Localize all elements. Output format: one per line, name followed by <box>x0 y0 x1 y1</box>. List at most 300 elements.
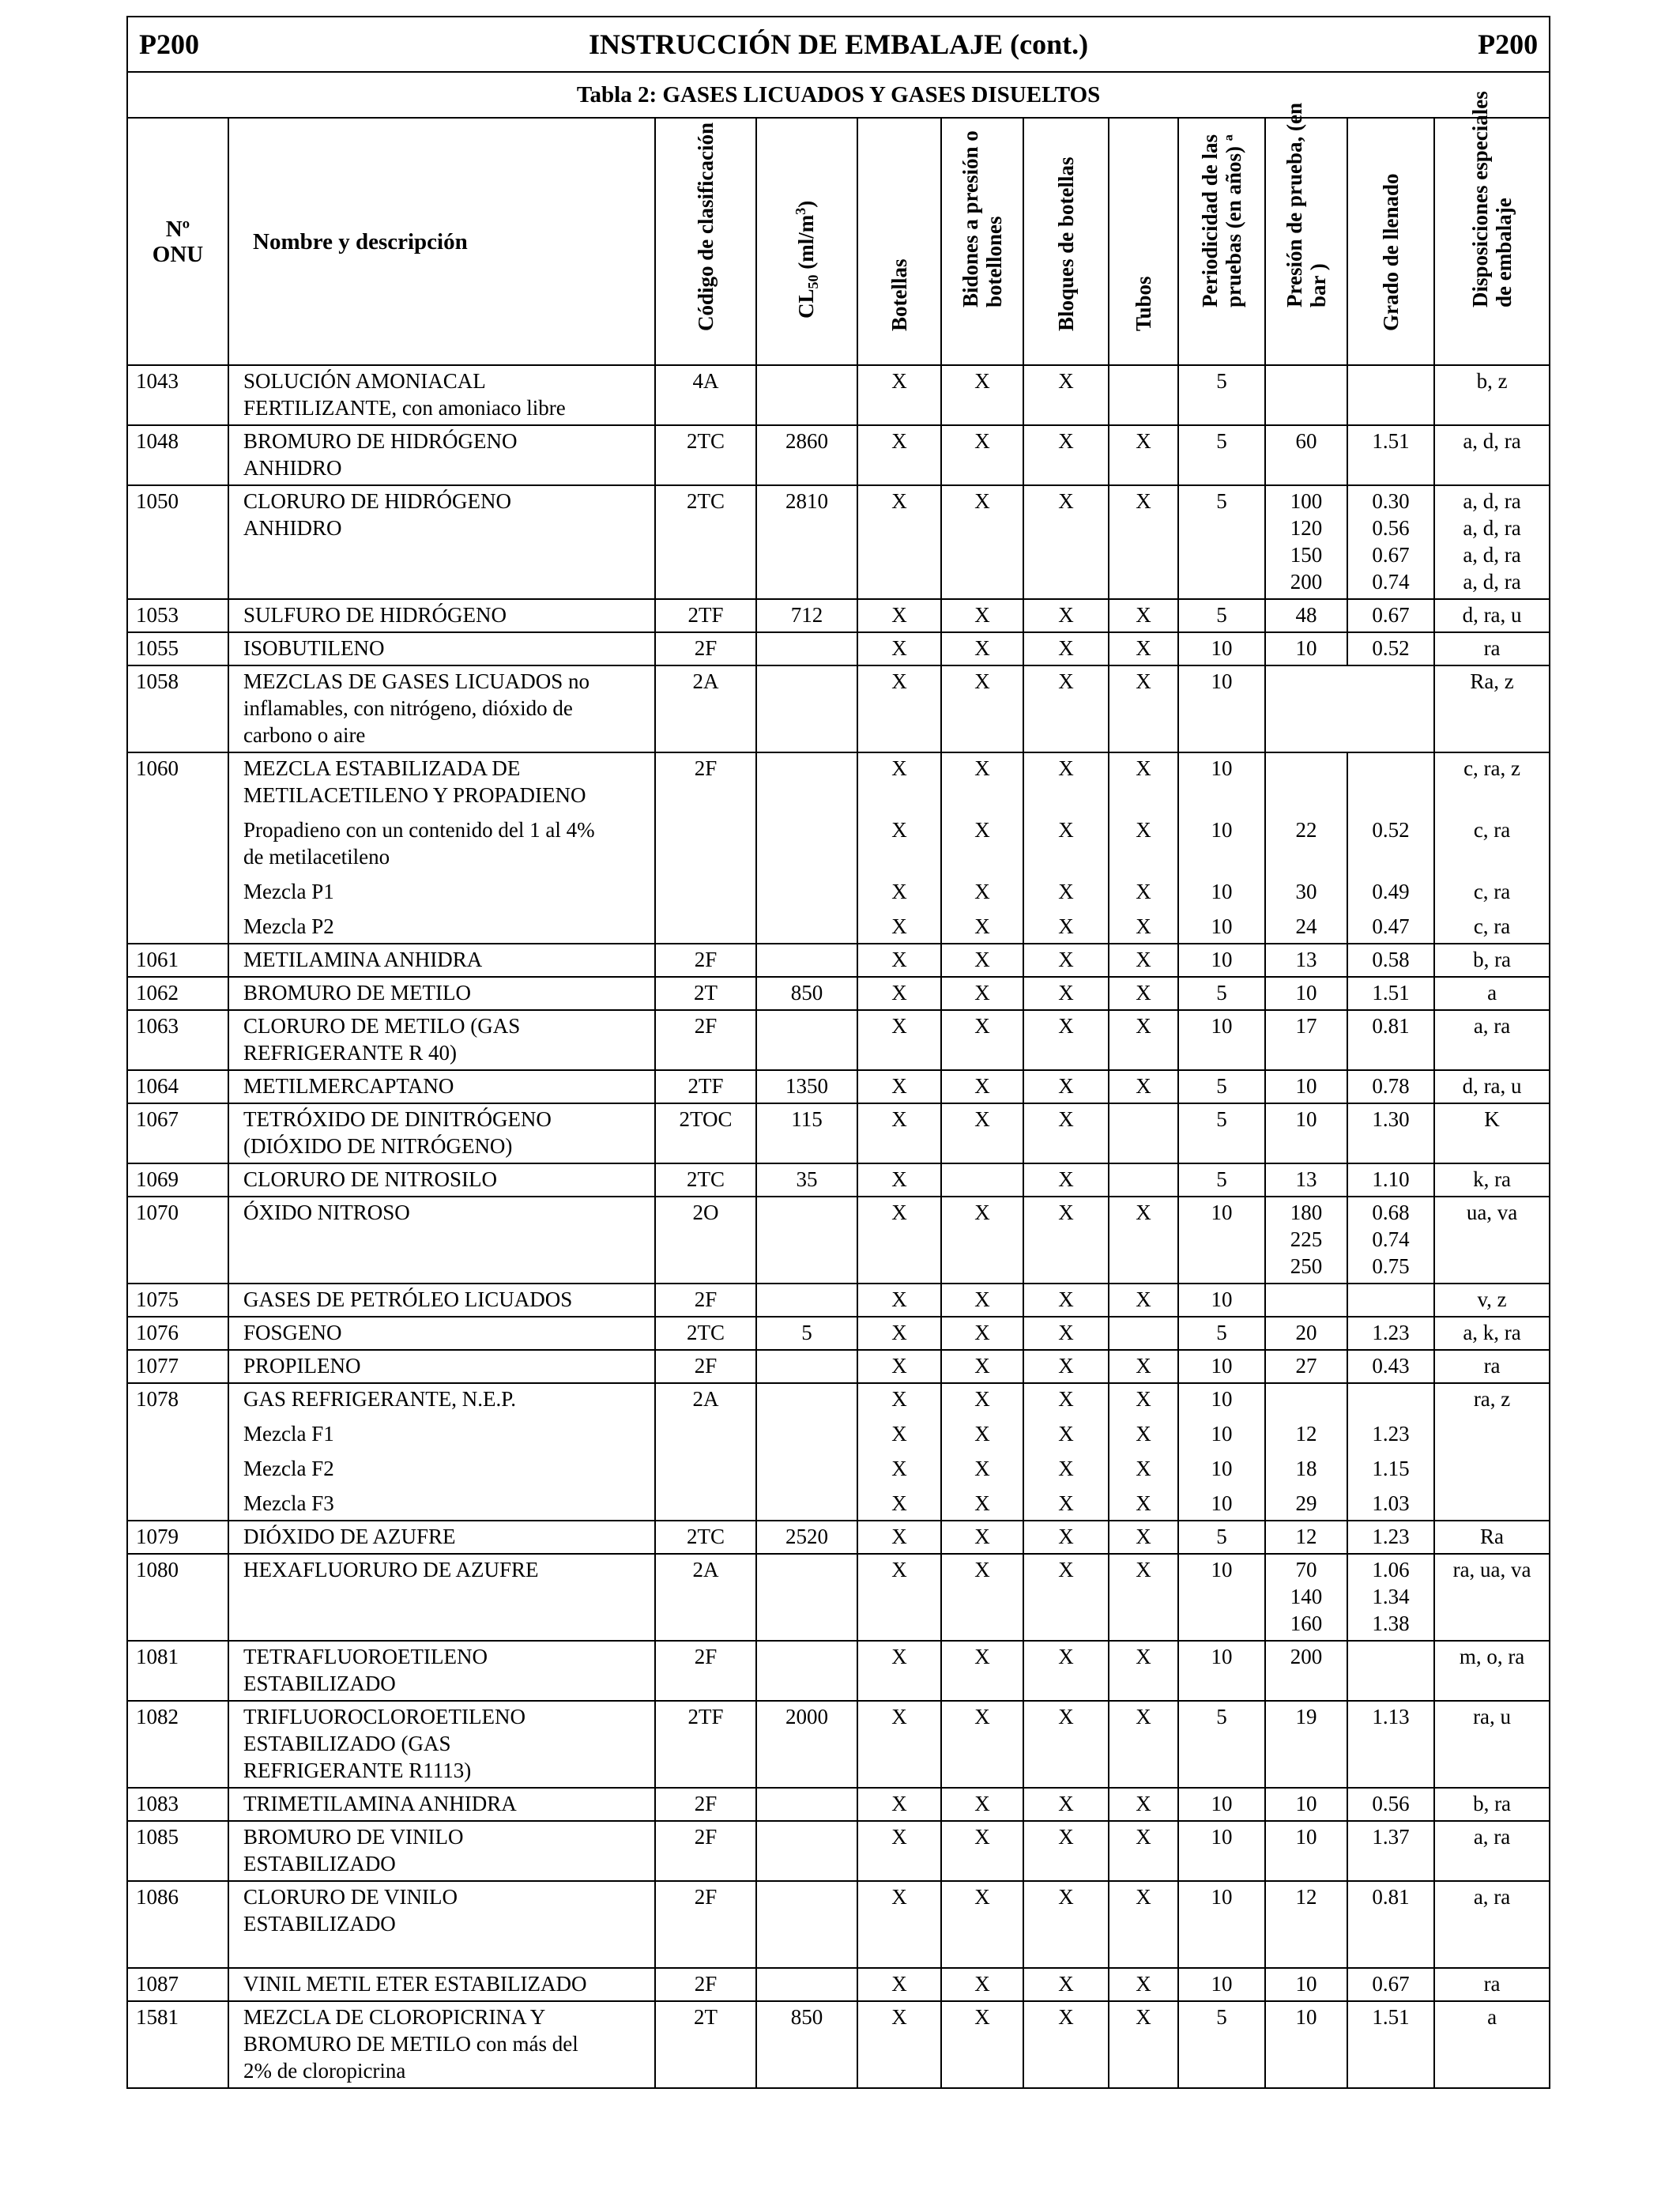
classification-code: 2F <box>655 1350 756 1383</box>
test-period: 10 <box>1178 1554 1265 1641</box>
classification-code: 2TOC <box>655 1103 756 1163</box>
test-pressure: 19 <box>1265 1701 1347 1788</box>
col-header-code: Código de clasificación <box>655 118 756 365</box>
substance-name: CLORURO DE METILO (GAS REFRIGERANTE R 40) <box>228 1010 655 1070</box>
test-period: 10 <box>1178 1350 1265 1383</box>
test-period: 5 <box>1178 1521 1265 1554</box>
filling-ratio: 1.23 <box>1347 1317 1434 1350</box>
drums-mark: X <box>941 599 1023 632</box>
test-period: 10 <box>1178 1641 1265 1701</box>
substance-name: METILMERCAPTANO <box>228 1070 655 1103</box>
test-pressure: 200 <box>1265 1641 1347 1701</box>
classification-code: 2F <box>655 1968 756 2001</box>
special-provisions: ra, z <box>1434 1383 1550 1521</box>
test-period: 5 <box>1178 977 1265 1010</box>
cl50-value <box>756 632 857 665</box>
cl50-value <box>756 1821 857 1881</box>
un-number: 1055 <box>127 632 228 665</box>
classification-code: 2F <box>655 1881 756 1968</box>
sub-entry-name: de metilacetileno <box>243 845 390 869</box>
test-period: 10 10 10 10 <box>1178 1383 1265 1521</box>
substance-name: PROPILENO <box>228 1350 655 1383</box>
test-period: 10 <box>1178 1968 1265 2001</box>
filling-ratio: 1.06 1.34 1.38 <box>1347 1554 1434 1641</box>
test-pressure: 22 30 24 <box>1265 752 1347 944</box>
tubes-mark: X <box>1109 632 1178 665</box>
bundles-mark: X <box>1023 1881 1109 1968</box>
filling-ratio: 0.43 <box>1347 1350 1434 1383</box>
un-number: 1581 <box>127 2001 228 2088</box>
filling-ratio: 0.30 0.56 0.67 0.74 <box>1347 485 1434 599</box>
tubes-mark: X <box>1109 1968 1178 2001</box>
pressure-fill-merged <box>1265 665 1434 752</box>
table-row <box>127 944 1550 977</box>
un-number: 1062 <box>127 977 228 1010</box>
table-row <box>127 1821 1550 1881</box>
test-period: 10 10 10 10 <box>1178 752 1265 944</box>
bottles-mark: X <box>857 1197 941 1284</box>
bundles-mark: X <box>1023 1163 1109 1197</box>
cl50-value: 850 <box>756 2001 857 2088</box>
tubes-mark <box>1109 1103 1178 1163</box>
substance-name: VINIL METIL ETER ESTABILIZADO <box>228 1968 655 2001</box>
table-row <box>127 632 1550 665</box>
col-header-cl50: $CL_{50}$ $(ml/m^3)$ <box>756 118 857 365</box>
test-period: 5 <box>1178 2001 1265 2088</box>
tubes-mark: X <box>1109 1010 1178 1070</box>
filling-ratio: 1.51 <box>1347 2001 1434 2088</box>
special-provisions: a, d, ra a, d, ra a, d, ra a, d, ra <box>1434 485 1550 599</box>
drums-mark: X <box>941 1554 1023 1641</box>
classification-code: 2F <box>655 944 756 977</box>
un-number: 1087 <box>127 1968 228 2001</box>
test-pressure: 10 <box>1265 632 1347 665</box>
special-provisions: a <box>1434 977 1550 1010</box>
un-number: 1050 <box>127 485 228 599</box>
special-provisions: a, d, ra <box>1434 425 1550 485</box>
bottles-mark: X <box>857 1317 941 1350</box>
un-number: 1083 <box>127 1788 228 1821</box>
test-pressure: 13 <box>1265 1163 1347 1197</box>
special-provisions: ra <box>1434 632 1550 665</box>
substance-name: SOLUCIÓN AMONIACAL FERTILIZANTE, con amoniaco libre <box>228 365 655 425</box>
filling-ratio: 1.23 <box>1347 1521 1434 1554</box>
bundles-mark: X <box>1023 1641 1109 1701</box>
bundles-mark: X X X X <box>1023 752 1109 944</box>
cl50-value <box>756 1197 857 1284</box>
classification-code: 2A <box>655 665 756 752</box>
un-number: 1064 <box>127 1070 228 1103</box>
substance-name: ISOBUTILENO <box>228 632 655 665</box>
test-pressure: 48 <box>1265 599 1347 632</box>
table-row <box>127 1554 1550 1641</box>
test-pressure: 10 <box>1265 1788 1347 1821</box>
bundles-mark: X <box>1023 632 1109 665</box>
cl50-value: 35 <box>756 1163 857 1197</box>
cl50-value: 2810 <box>756 485 857 599</box>
test-period: 10 <box>1178 1788 1265 1821</box>
special-provisions: Ra <box>1434 1521 1550 1554</box>
substance-name: GAS REFRIGERANTE, N.E.P. Mezcla F1 Mezcla F2 Mezcla F3 <box>228 1383 655 1521</box>
filling-ratio <box>1347 365 1434 425</box>
substance-name: GASES DE PETRÓLEO LICUADOS <box>228 1284 655 1317</box>
page-title: INSTRUCCIÓN DE EMBALAJE (cont.) <box>589 28 1089 60</box>
un-number: 1085 <box>127 1821 228 1881</box>
un-number: 1069 <box>127 1163 228 1197</box>
bottles-mark: X <box>857 599 941 632</box>
bottles-mark: X <box>857 1701 941 1788</box>
cl50-value <box>756 1788 857 1821</box>
classification-code: 2F <box>655 1010 756 1070</box>
special-provisions: a, ra <box>1434 1881 1550 1968</box>
test-period: 10 <box>1178 944 1265 977</box>
sub-entry-name: Propadieno con un contenido del 1 al 4% <box>243 818 595 842</box>
table-row <box>127 1010 1550 1070</box>
col-header-fill: Grado de llenado <box>1347 118 1434 365</box>
cl50-value <box>756 944 857 977</box>
drums-mark: X <box>941 2001 1023 2088</box>
test-period: 5 <box>1178 1070 1265 1103</box>
cl50-value <box>756 1968 857 2001</box>
bundles-mark: X <box>1023 1197 1109 1284</box>
table-row <box>127 977 1550 1010</box>
bottles-mark: X <box>857 665 941 752</box>
drums-mark: X <box>941 1881 1023 1968</box>
table-row <box>127 425 1550 485</box>
tubes-mark <box>1109 1163 1178 1197</box>
filling-ratio: 1.37 <box>1347 1821 1434 1881</box>
title-row <box>127 17 1550 72</box>
un-number: 1082 <box>127 1701 228 1788</box>
cl50-value <box>756 1554 857 1641</box>
tubes-mark: X <box>1109 1788 1178 1821</box>
un-number: 1060 <box>127 752 228 944</box>
un-number: 1086 <box>127 1881 228 1968</box>
un-number: 1079 <box>127 1521 228 1554</box>
cl50-value: 115 <box>756 1103 857 1163</box>
table-row <box>127 1968 1550 2001</box>
table-title: Tabla 2: GASES LICUADOS Y GASES DISUELTOS <box>127 72 1550 118</box>
drums-mark: X <box>941 1701 1023 1788</box>
classification-code: 4A <box>655 365 756 425</box>
cl50-value <box>756 1881 857 1968</box>
tubes-mark <box>1109 1317 1178 1350</box>
sub-entry-name: Mezcla P1 <box>243 880 334 903</box>
tubes-mark: X <box>1109 1701 1178 1788</box>
bundles-mark: X <box>1023 1821 1109 1881</box>
tubes-mark: X <box>1109 1641 1178 1701</box>
drums-mark: X <box>941 977 1023 1010</box>
table-row <box>127 1163 1550 1197</box>
filling-ratio: 0.78 <box>1347 1070 1434 1103</box>
col-header-period: Periodicidad de las pruebas (en años) ª <box>1178 118 1265 365</box>
classification-code: 2TC <box>655 485 756 599</box>
drums-mark: X <box>941 1968 1023 2001</box>
packing-instruction-table <box>126 16 1550 2089</box>
table-row <box>127 1284 1550 1317</box>
test-period: 5 <box>1178 1163 1265 1197</box>
bundles-mark: X X X X <box>1023 1383 1109 1521</box>
substance-name: TRIFLUOROCLOROETILENO ESTABILIZADO (GAS REFRIGERANTE R1113) <box>228 1701 655 1788</box>
bundles-mark: X <box>1023 1521 1109 1554</box>
substance-name: CLORURO DE HIDRÓGENO ANHIDRO <box>228 485 655 599</box>
test-pressure <box>1265 365 1347 425</box>
sub-entry-name: Mezcla F3 <box>243 1491 334 1515</box>
substance-name: MEZCLA DE CLOROPICRINA Y BROMURO DE METILO con más del 2% de cloropicrina <box>228 2001 655 2088</box>
filling-ratio: 0.58 <box>1347 944 1434 977</box>
sub-entry-name: Mezcla F2 <box>243 1457 334 1480</box>
classification-code: 2A <box>655 1554 756 1641</box>
col-header-tubes: Tubos <box>1109 118 1178 365</box>
bundles-mark: X <box>1023 665 1109 752</box>
filling-ratio <box>1347 1284 1434 1317</box>
drums-mark: X <box>941 1284 1023 1317</box>
tubes-mark: X <box>1109 1350 1178 1383</box>
classification-code: 2F <box>655 1821 756 1881</box>
un-number: 1058 <box>127 665 228 752</box>
classification-code: 2F <box>655 1284 756 1317</box>
substance-name: FOSGENO <box>228 1317 655 1350</box>
table-row <box>127 1641 1550 1701</box>
bundles-mark: X <box>1023 365 1109 425</box>
tubes-mark: X <box>1109 1284 1178 1317</box>
test-pressure: 12 18 29 <box>1265 1383 1347 1521</box>
cl50-value: 2520 <box>756 1521 857 1554</box>
un-number: 1077 <box>127 1350 228 1383</box>
bottles-mark: X <box>857 1881 941 1968</box>
bottles-mark: X <box>857 1968 941 2001</box>
tubes-mark: X <box>1109 1821 1178 1881</box>
bundles-mark: X <box>1023 944 1109 977</box>
classification-code: 2TF <box>655 1070 756 1103</box>
bundles-mark: X <box>1023 2001 1109 2088</box>
filling-ratio: 0.81 <box>1347 1881 1434 1968</box>
table-row <box>127 752 1550 944</box>
col-header-name: Nombre y descripción <box>228 118 655 365</box>
drums-mark: X X X X <box>941 752 1023 944</box>
test-pressure: 10 <box>1265 1070 1347 1103</box>
classification-code: 2F <box>655 1641 756 1701</box>
cl50-value <box>756 1284 857 1317</box>
bottles-mark: X <box>857 1163 941 1197</box>
table-row <box>127 365 1550 425</box>
table-row <box>127 1521 1550 1554</box>
filling-ratio: 1.10 <box>1347 1163 1434 1197</box>
drums-mark: X <box>941 365 1023 425</box>
col-header-special: Disposiciones especiales de embalaje <box>1434 118 1550 365</box>
substance-name: BROMURO DE VINILO ESTABILIZADO <box>228 1821 655 1881</box>
un-number: 1070 <box>127 1197 228 1284</box>
cl50-value: 5 <box>756 1317 857 1350</box>
special-provisions: k, ra <box>1434 1163 1550 1197</box>
bottles-mark: X <box>857 425 941 485</box>
drums-mark: X <box>941 425 1023 485</box>
table-row <box>127 1103 1550 1163</box>
drums-mark: X <box>941 632 1023 665</box>
bundles-mark: X <box>1023 1317 1109 1350</box>
tubes-mark: X <box>1109 1881 1178 1968</box>
special-provisions: a, ra <box>1434 1010 1550 1070</box>
bottles-mark: X <box>857 485 941 599</box>
bottles-mark: X <box>857 977 941 1010</box>
cl50-value: 850 <box>756 977 857 1010</box>
test-pressure: 100 120 150 200 <box>1265 485 1347 599</box>
tubes-mark: X <box>1109 1521 1178 1554</box>
filling-ratio: 0.52 0.49 0.47 <box>1347 752 1434 944</box>
bundles-mark: X <box>1023 1701 1109 1788</box>
drums-mark: X <box>941 1010 1023 1070</box>
special-provisions: ra, u <box>1434 1701 1550 1788</box>
tubes-mark: X X X X <box>1109 752 1178 944</box>
filling-ratio: 0.67 <box>1347 1968 1434 2001</box>
filling-ratio: 1.51 <box>1347 977 1434 1010</box>
tubes-mark: X <box>1109 1554 1178 1641</box>
filling-ratio: 0.56 <box>1347 1788 1434 1821</box>
table-row <box>127 1701 1550 1788</box>
un-number: 1048 <box>127 425 228 485</box>
substance-name: CLORURO DE VINILO ESTABILIZADO <box>228 1881 655 1968</box>
bottles-mark: X X X X <box>857 1383 941 1521</box>
filling-ratio: 1.13 <box>1347 1701 1434 1788</box>
test-pressure: 10 <box>1265 1103 1347 1163</box>
test-period: 5 <box>1178 1103 1265 1163</box>
special-provisions: K <box>1434 1103 1550 1163</box>
table-row <box>127 485 1550 599</box>
col-header-un: Nº ONU <box>127 118 228 365</box>
substance-name: BROMURO DE METILO <box>228 977 655 1010</box>
un-number: 1078 <box>127 1383 228 1521</box>
sub-entry-name: Mezcla F1 <box>243 1422 334 1446</box>
bundles-mark: X <box>1023 599 1109 632</box>
cl50-value <box>756 1641 857 1701</box>
test-pressure <box>1265 1284 1347 1317</box>
bundles-mark: X <box>1023 1968 1109 2001</box>
tubes-mark: X <box>1109 1197 1178 1284</box>
drums-mark: X <box>941 1103 1023 1163</box>
special-provisions: a <box>1434 2001 1550 2088</box>
drums-mark: X <box>941 1521 1023 1554</box>
table-row <box>127 1383 1550 1521</box>
bundles-mark: X <box>1023 1070 1109 1103</box>
classification-code: 2T <box>655 2001 756 2088</box>
bottles-mark: X <box>857 632 941 665</box>
bundles-mark: X <box>1023 1350 1109 1383</box>
bottles-mark: X <box>857 1070 941 1103</box>
col-header-bundles: Bloques de botellas <box>1023 118 1109 365</box>
cl50-value: 1350 <box>756 1070 857 1103</box>
test-pressure: 10 <box>1265 1968 1347 2001</box>
substance-name: HEXAFLUORURO DE AZUFRE <box>228 1554 655 1641</box>
filling-ratio: 1.23 1.15 1.03 <box>1347 1383 1434 1521</box>
classification-code: 2TF <box>655 599 756 632</box>
substance-name: MEZCLAS DE GASES LICUADOS no inflamables, con nitrógeno, dióxido de carbono o aire <box>228 665 655 752</box>
test-period: 5 <box>1178 425 1265 485</box>
bundles-mark: X <box>1023 1554 1109 1641</box>
test-pressure: 10 <box>1265 2001 1347 2088</box>
test-pressure: 20 <box>1265 1317 1347 1350</box>
tubes-mark: X <box>1109 485 1178 599</box>
un-number: 1061 <box>127 944 228 977</box>
filling-ratio: 1.30 <box>1347 1103 1434 1163</box>
classification-code: 2A <box>655 1383 756 1521</box>
substance-name: DIÓXIDO DE AZUFRE <box>228 1521 655 1554</box>
bottles-mark: X <box>857 1350 941 1383</box>
column-header-row <box>127 118 1550 365</box>
col-header-drums: Bidones a presión o botellones <box>941 118 1023 365</box>
substance-name: TRIMETILAMINA ANHIDRA <box>228 1788 655 1821</box>
cl50-value: 712 <box>756 599 857 632</box>
cl50-value <box>756 1383 857 1521</box>
classification-code: 2TC <box>655 1521 756 1554</box>
special-provisions: d, ra, u <box>1434 1070 1550 1103</box>
instruction-code-left: P200 <box>139 28 199 60</box>
table-row <box>127 1070 1550 1103</box>
bottles-mark: X <box>857 1284 941 1317</box>
col-header-bottles: Botellas <box>857 118 941 365</box>
un-number: 1067 <box>127 1103 228 1163</box>
special-provisions: b, ra <box>1434 944 1550 977</box>
tubes-mark: X <box>1109 599 1178 632</box>
bundles-mark: X <box>1023 1010 1109 1070</box>
test-pressure: 10 <box>1265 977 1347 1010</box>
filling-ratio: 0.81 <box>1347 1010 1434 1070</box>
special-provisions: a, k, ra <box>1434 1317 1550 1350</box>
test-period: 10 <box>1178 1197 1265 1284</box>
substance-name: TETRÓXIDO DE DINITRÓGENO (DIÓXIDO DE NITRÓGENO) <box>228 1103 655 1163</box>
bottles-mark: X <box>857 1103 941 1163</box>
un-number: 1076 <box>127 1317 228 1350</box>
special-provisions: Ra, z <box>1434 665 1550 752</box>
bundles-mark: X <box>1023 977 1109 1010</box>
un-number: 1063 <box>127 1010 228 1070</box>
classification-code: 2T <box>655 977 756 1010</box>
test-period: 5 <box>1178 1701 1265 1788</box>
instruction-code-right: P200 <box>1478 28 1539 60</box>
table-row <box>127 665 1550 752</box>
test-pressure: 17 <box>1265 1010 1347 1070</box>
drums-mark <box>941 1163 1023 1197</box>
test-pressure: 27 <box>1265 1350 1347 1383</box>
drums-mark: X X X X <box>941 1383 1023 1521</box>
bottles-mark: X <box>857 1010 941 1070</box>
classification-code: 2O <box>655 1197 756 1284</box>
table-row <box>127 1350 1550 1383</box>
un-number: 1080 <box>127 1554 228 1641</box>
special-provisions: ua, va <box>1434 1197 1550 1284</box>
bottles-mark: X <box>857 1554 941 1641</box>
test-period: 10 <box>1178 665 1265 752</box>
cl50-value <box>756 365 857 425</box>
substance-name: TETRAFLUOROETILENO ESTABILIZADO <box>228 1641 655 1701</box>
bundles-mark: X <box>1023 1788 1109 1821</box>
classification-code: 2TF <box>655 1701 756 1788</box>
drums-mark: X <box>941 1317 1023 1350</box>
test-period: 5 <box>1178 1317 1265 1350</box>
special-provisions: b, z <box>1434 365 1550 425</box>
test-pressure: 12 <box>1265 1521 1347 1554</box>
special-provisions: m, o, ra <box>1434 1641 1550 1701</box>
filling-ratio: 0.68 0.74 0.75 <box>1347 1197 1434 1284</box>
drums-mark: X <box>941 944 1023 977</box>
tubes-mark: X <box>1109 944 1178 977</box>
drums-mark: X <box>941 1070 1023 1103</box>
test-period: 10 <box>1178 1821 1265 1881</box>
un-number: 1053 <box>127 599 228 632</box>
table-row <box>127 1197 1550 1284</box>
substance-name: METILAMINA ANHIDRA <box>228 944 655 977</box>
test-period: 5 <box>1178 599 1265 632</box>
bundles-mark: X <box>1023 1103 1109 1163</box>
